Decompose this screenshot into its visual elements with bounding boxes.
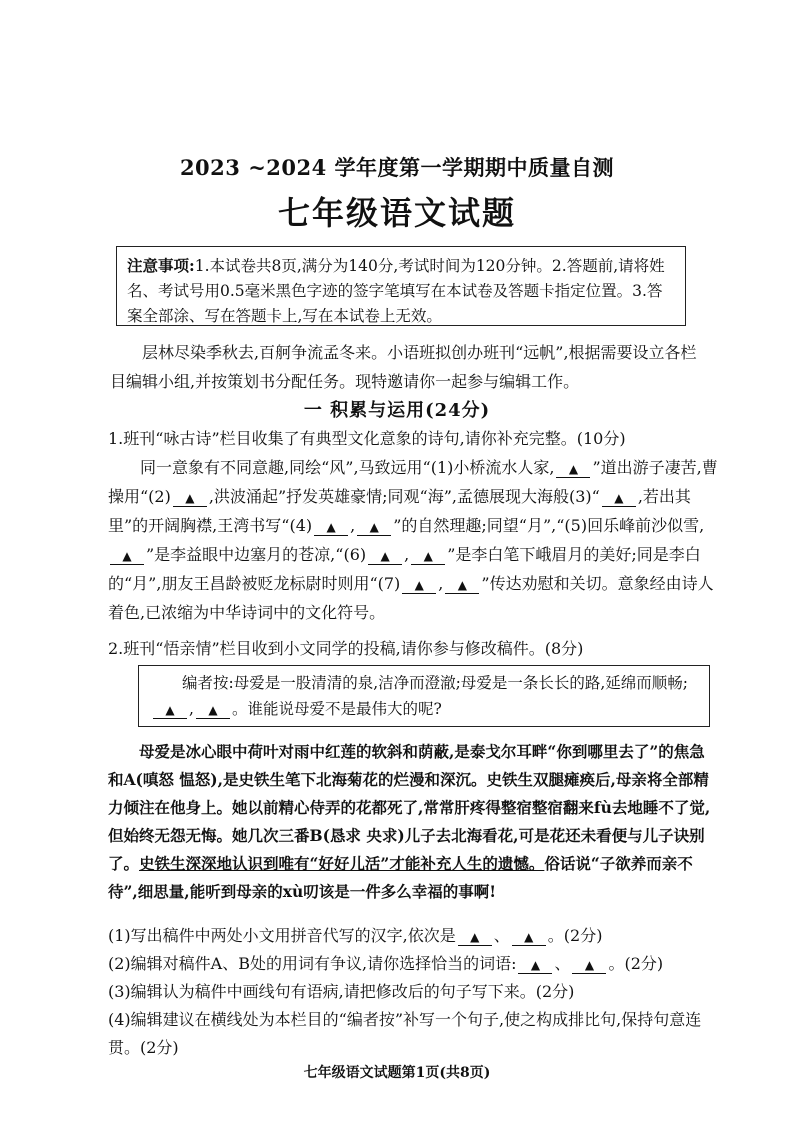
- notice-label: 注意事项:: [127, 256, 195, 275]
- answer-blank: ▲: [357, 519, 391, 536]
- question-1-body: 同一意象有不同意趣,同绘“风”,马致远用“(1)小桥流水人家, ▲ ”道出游子凄苦,曹操用“(2) ▲ ,洪波涌起”抒发英雄豪情;同观“海”,孟德展现大海般(3)“ ▲ ,若出其里”的开阔胸襟,王湾书写“(4) ▲ , ▲ ”的自然理趣;同望“月”,“(5)回乐峰前沙似雪,▲ ”是李益眼中边塞月的苍凉,“(6) ▲ , ▲ ”是李白笔下峨眉月的美好;同是李白的“月”,朋友王昌龄被贬龙标尉时则用“(7) ▲ , ▲ ”传达劝慰和关切。意象经由诗人着色,已浓缩为中华诗词中的文化符号。: [108, 458, 718, 622]
- answer-blank: ▲: [556, 461, 590, 478]
- underlined-sentence: 史铁生深深地认识到唯有“好好儿活”才能补充人生的遗憾。: [139, 854, 545, 873]
- answer-blank: ▲: [402, 577, 436, 594]
- answer-blank: ▲: [518, 957, 552, 974]
- section-heading: 一 积累与运用(24分): [303, 400, 491, 421]
- question-1: [108, 424, 718, 627]
- sub-question-3: (3)编辑认为稿件中画线句有语病,请把修改后的句子写下来。(2分): [108, 982, 575, 1001]
- answer-blank: ▲: [512, 929, 546, 946]
- answer-blank: ▲: [445, 577, 479, 594]
- question-1-heading: 1.班刊“咏古诗”栏目收集了有典型文化意象的诗句,请你补充完整。(10分): [108, 429, 626, 448]
- sub-question-4: (4)编辑建议在横线处为本栏目的“编者按”补写一个句子,使之构成排比句,保持句意连贯。(2分): [108, 1010, 702, 1057]
- answer-blank: ▲: [411, 548, 445, 565]
- answer-blank: ▲: [153, 702, 187, 719]
- answer-blank: ▲: [368, 548, 402, 565]
- sub-question-1: (1)写出稿件中两处小文用拼音代写的汉字,依次是 ▲ 、 ▲ 。(2分): [108, 926, 603, 945]
- question-2-heading: 2.班刊“悟亲情”栏目收到小文同学的投稿,请你参与修改稿件。(8分): [108, 639, 584, 658]
- answer-blank: ▲: [173, 490, 207, 507]
- answer-blank: ▲: [572, 957, 606, 974]
- answer-blank: ▲: [458, 929, 492, 946]
- notice-box: [116, 246, 686, 326]
- answer-blank: ▲: [314, 519, 348, 536]
- exam-subject-title: 七年级语文试题: [277, 194, 516, 232]
- answer-blank: ▲: [196, 702, 230, 719]
- answer-blank: ▲: [602, 490, 636, 507]
- notice-text: 1.本试卷共8页,满分为140分,考试时间为120分钟。2.答题前,请将姓名、考试号用0.5毫米黑色字迹的签字笔填写在本试卷及答题卡指定位置。3.答案全部涂、写在答题卡上,写在本试卷上无效。: [127, 257, 665, 325]
- answer-blank: ▲: [110, 548, 144, 565]
- exam-header-title: 2023 ~2024 学年度第一学期期中质量自测: [179, 155, 615, 180]
- sub-question-2: (2)编辑对稿件A、B处的用词有争议,请你选择恰当的词语: ▲ 、 ▲ 。(2分): [108, 954, 664, 973]
- editor-note-box: 编者按:母爱是一股清清的泉,洁净而澄澈;母爱是一条长长的路,延绵而顺畅;▲ , ▲ 。谁能说母爱不是最伟大的呢?: [138, 665, 710, 727]
- page-footer: 七年级语文试题第1页(共8页): [303, 1065, 491, 1081]
- essay-passage: 母爱是冰心眼中荷叶对雨中红莲的软斜和荫蔽,是泰戈尔耳畔“你到哪里去了”的焦急和A(嗔怒 愠怒),是史铁生笔下北海菊花的烂漫和深沉。史铁生双腿瘫痪后,母亲将全部精力倾注在他身上。她以前精心侍弄的花都死了,常常肝疼得整宿整宿翻来fù去地睡不了觉,但始终无怨无悔。她几次三番B(恳求 央求)儿子去北海看花,可是花还未看便与儿子诀别了。史铁生深深地认识到唯有“好好儿活”才能补充人生的遗憾。俗话说“子欲养而亲不待”,细思量,能听到母亲的xù叨该是一件多么幸福的事啊!: [108, 742, 711, 901]
- intro-paragraph: 层林尽染季秋去,百舸争流孟冬来。小语班拟创办班刊“远帆”,根据需要设立各栏目编辑小组,并按策划书分配任务。现特邀请你一起参与编辑工作。: [110, 343, 697, 391]
